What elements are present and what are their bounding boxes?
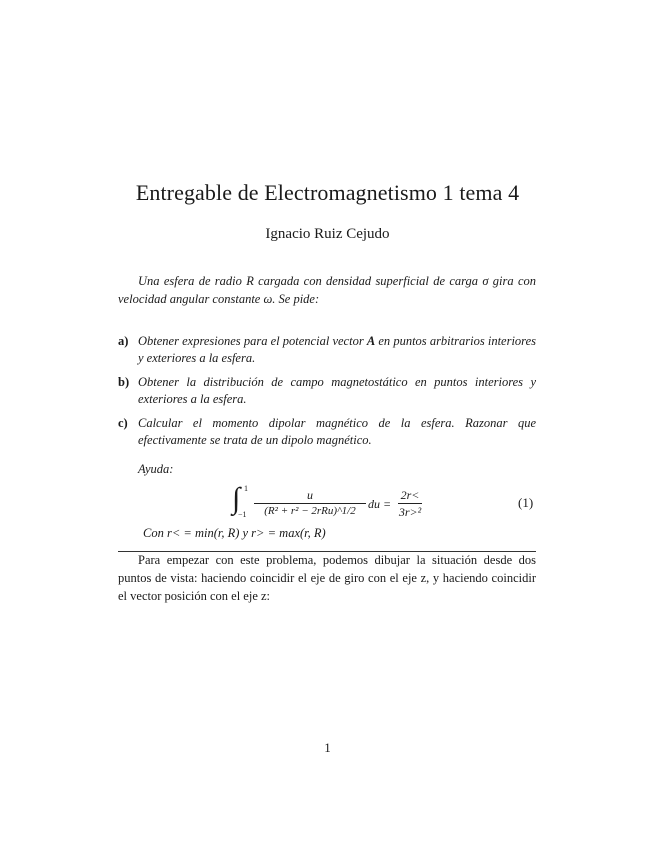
integrand-fraction xyxy=(254,488,366,517)
body-paragraph-text: Para empezar con este problema, podemos dibujar la situación desde dos puntos de vista: haciendo coincidir el eje de giro con el eje z, y haciendo coincidir el vector posición con el eje z: xyxy=(118,553,536,603)
problem-statement-text: Una esfera de radio R cargada con densidad superficial de carga σ gira con velocidad angular constante ω. Se pide: xyxy=(118,274,536,306)
question-label: b) xyxy=(118,375,130,389)
question-text-cont: en puntos arbitrarios interiores y exteriores a la esfera. xyxy=(138,334,536,365)
rhs-fraction xyxy=(398,488,422,520)
question-text: Obtener expresiones para el potencial vector xyxy=(138,334,367,348)
integrand-denominator: (R² + r² − 2rRu)^1/2 xyxy=(254,503,366,517)
question-item-c xyxy=(118,415,536,449)
page-number: 1 xyxy=(324,740,331,755)
rhs-denominator: 3r>² xyxy=(398,505,422,519)
question-item-b xyxy=(118,374,536,408)
question-list xyxy=(118,333,536,456)
problem-statement xyxy=(118,272,536,308)
hint-label: Ayuda: xyxy=(138,462,174,476)
integral-upper-limit: 1 xyxy=(244,484,248,493)
question-label: c) xyxy=(118,416,128,430)
body-paragraph xyxy=(118,551,536,605)
question-label: a) xyxy=(118,334,129,348)
vector-symbol: A xyxy=(366,334,376,348)
question-item-a xyxy=(118,333,536,367)
document-title: Entregable de Electromagnetismo 1 tema 4 xyxy=(135,180,520,205)
question-text: Calcular el momento dipolar magnético de la esfera. Razonar que efectivamente se trata de un dipolo magnético. xyxy=(138,416,536,447)
condition-text: Con r< = min(r, R) y r> = max(r, R) xyxy=(143,526,326,540)
equation-number: (1) xyxy=(518,495,534,510)
question-text: Obtener la distribución de campo magnetostático en puntos interiores y exteriores a la esfera. xyxy=(138,375,536,406)
integral-equation xyxy=(228,484,428,524)
integrand-numerator: u xyxy=(307,488,313,502)
rhs-numerator: 2r< xyxy=(400,488,420,502)
differential: du = xyxy=(368,497,392,511)
document-author: Ignacio Ruiz Cejudo xyxy=(265,226,390,242)
integral-lower-limit: −1 xyxy=(238,510,247,519)
integral-sign: ∫ xyxy=(232,482,241,515)
